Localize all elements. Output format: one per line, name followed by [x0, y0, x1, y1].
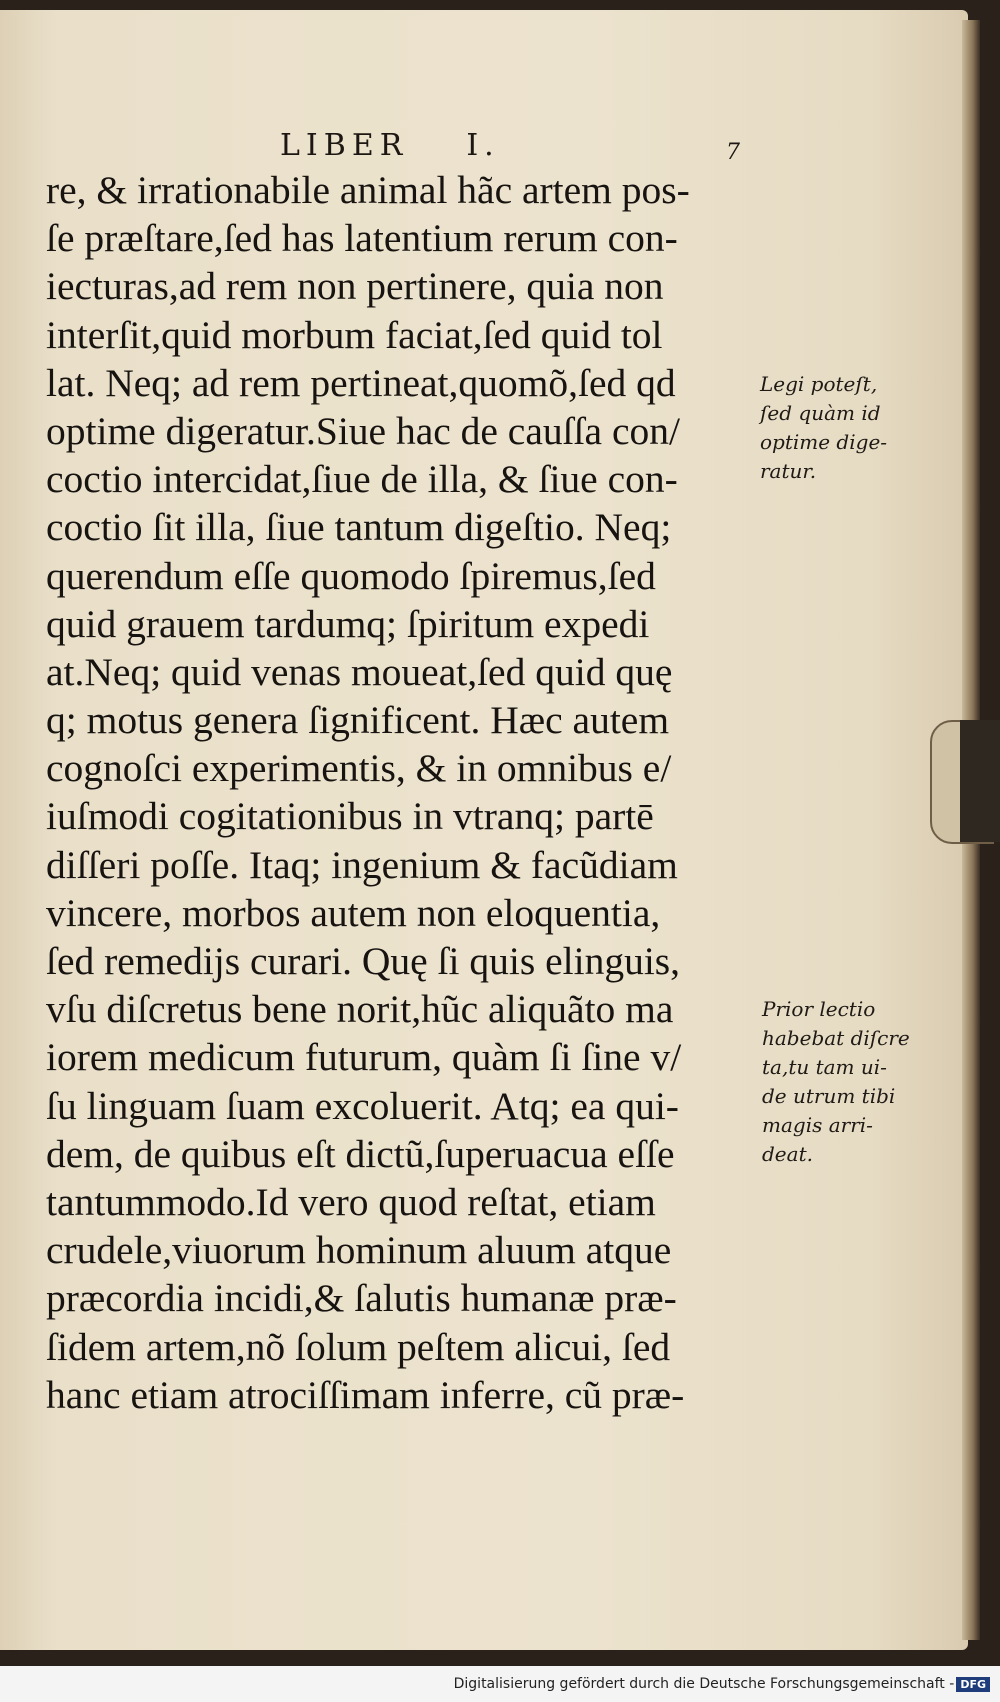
header-title: LIBER [280, 128, 409, 163]
text-line: quid grauem tardumq; ſpiritum expedi [46, 601, 650, 646]
text-line: hanc etiam atrociſſimam inferre, cũ præ- [46, 1372, 685, 1417]
margin-note-line: Prior lectio [762, 997, 876, 1021]
text-line: coctio intercidat,ſiue de illa, & ſiue con- [46, 457, 678, 502]
text-line: iuſmodi cogitationibus in vtranq; partē [46, 794, 654, 839]
header-numeral: I. [466, 128, 500, 163]
text-line: diſſeri poſſe. Itaq; ingenium & facũdiam [46, 842, 678, 887]
text-line: q; motus genera ſignificent. Hæc autem [46, 698, 670, 743]
text-line: iorem medicum futurum, quàm ſi ſine v/ [46, 1035, 682, 1080]
text-line: at.Neq; quid venas moueat,ſed quid quę [46, 649, 673, 694]
text-line: lat. Neq; ad rem pertineat,quomõ,ſed qd [46, 360, 676, 405]
text-line: interſit,quid morbum faciat,ſed quid tol [46, 312, 663, 357]
folio-number: 7 [726, 140, 740, 165]
text-line: ſu linguam ſuam excoluerit. Atq; ea qui- [46, 1083, 679, 1128]
margin-note-line: ratur. [760, 459, 817, 483]
text-line: dem, de quibus eſt dictũ,ſuperuacua eſſe [46, 1131, 675, 1176]
margin-note-line: deat. [762, 1142, 813, 1166]
body-text [46, 166, 756, 1419]
text-line: re, & irrationabile animal hãc artem pos- [46, 168, 690, 212]
margin-note-line: ta,tu tam ui- [762, 1055, 887, 1079]
running-header [280, 128, 500, 163]
margin-note-2 [762, 995, 910, 1169]
dfg-logo: DFG [956, 1677, 990, 1692]
funding-credit [454, 1676, 990, 1692]
margin-note-line: de utrum tibi [762, 1084, 896, 1108]
text-line: ſed remedijs curari. Quę ſi quis elinguis, [46, 939, 681, 983]
text-line: querendum eſſe quomodo ſpiremus,ſed [46, 553, 656, 598]
text-line: iecturas,ad rem non pertinere, quia non [46, 264, 664, 309]
margin-note-1 [760, 370, 887, 486]
text-line: cognoſci experimentis, & in omnibus e/ [46, 746, 672, 791]
margin-note-line: habebat diſcre [762, 1026, 910, 1050]
text-line: ſidem artem,nõ ſolum peſtem alicui, ſed [46, 1324, 671, 1369]
margin-note-line: optime dige- [760, 430, 888, 454]
text-line: ſe præſtare,ſed has latentium rerum con- [46, 216, 678, 261]
margin-note-line: ſed quàm id [760, 401, 881, 425]
funding-credit-text: Digitalisierung gefördert durch die Deutsche Forschungsgemeinschaft - [453, 1676, 955, 1692]
text-line: præcordia incidi,& ſalutis humanæ præ- [46, 1276, 677, 1321]
bookmark-tab-shadow [960, 720, 1000, 842]
text-line: coctio ſit illa, ſiue tantum digeſtio. Neq; [46, 505, 672, 550]
margin-note-line: Legi poteſt, [760, 372, 878, 396]
text-line: crudele,viuorum hominum aluum atque [46, 1228, 672, 1273]
text-line: optime digeratur.Siue hac de cauſſa con/ [46, 408, 680, 453]
text-line: vincere, morbos autem non eloquentia, [46, 890, 661, 935]
text-line: vſu diſcretus bene norit,hũc aliquãto ma [46, 987, 674, 1032]
margin-note-line: magis arri- [762, 1113, 873, 1137]
text-line: tantummodo.Id vero quod reſtat, etiam [46, 1179, 656, 1224]
